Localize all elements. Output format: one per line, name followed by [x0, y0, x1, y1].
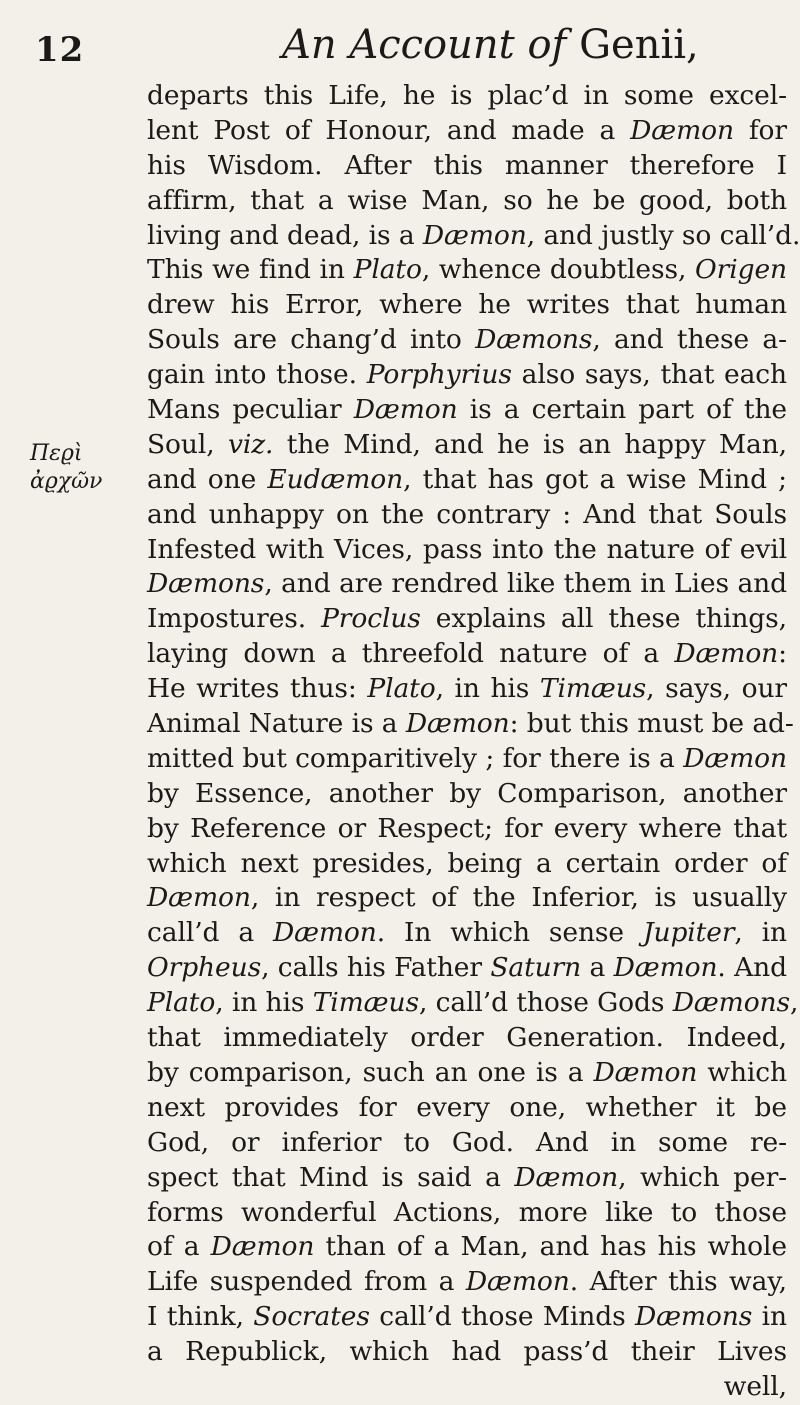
page-number: 12	[35, 30, 85, 70]
text-run: , which per-	[618, 1161, 787, 1193]
text-run: affirm, that a wise Man, so he be good, both	[147, 184, 787, 216]
text-run: spect that Mind is said a	[147, 1161, 515, 1193]
running-title-plain: Genii,	[579, 22, 699, 68]
text-line	[147, 498, 787, 533]
text-line	[147, 358, 787, 393]
text-line	[147, 288, 787, 323]
text-run: Mans peculiar	[147, 394, 354, 426]
text-line	[147, 1265, 787, 1300]
text-line	[147, 672, 787, 707]
italic-run: Dæmon	[514, 1161, 619, 1193]
text-line	[147, 847, 787, 882]
text-run: mitted but comparitively ; for there is a	[147, 742, 684, 774]
text-run: the Mind, and he is an happy Man,	[273, 428, 787, 460]
italic-run: Dæmon	[272, 917, 377, 949]
text-run: which next presides, being a certain order of	[147, 847, 787, 879]
text-line	[147, 463, 787, 498]
text-run: :	[778, 638, 787, 670]
text-run: He writes thus:	[147, 673, 368, 705]
text-run: call’d those Minds	[369, 1301, 635, 1333]
text-run: : but this must be ad-	[509, 708, 794, 740]
text-line	[147, 1126, 787, 1161]
text-line	[147, 533, 787, 568]
text-run: , and these a-	[592, 324, 787, 356]
italic-run: Dæmon	[465, 1266, 570, 1298]
text-run: is a certain part of the	[457, 394, 787, 426]
italic-run: Dæmon	[210, 1231, 315, 1263]
text-line	[147, 1335, 787, 1370]
italic-run: Dæmon	[593, 1056, 698, 1088]
text-run: in	[752, 1301, 787, 1333]
italic-run: Jupiter	[642, 917, 735, 949]
italic-run: Orpheus	[147, 952, 262, 984]
text-run: next provides for every one, whether it be	[147, 1091, 787, 1123]
text-line	[147, 1300, 787, 1335]
text-run: departs this Life, he is plac’d in some excel-	[147, 80, 787, 111]
text-run: This we find in	[147, 254, 354, 286]
italic-run: Dæmon	[613, 952, 718, 984]
text-run: , in his	[215, 987, 313, 1019]
italic-run: viz.	[227, 428, 274, 460]
text-run: living and dead, is a	[147, 219, 423, 251]
italic-run: Dæmon	[630, 114, 734, 146]
text-run: Soul,	[147, 428, 228, 460]
italic-run: Dæmons	[475, 324, 593, 356]
running-title	[282, 22, 699, 68]
italic-run: Dæmon	[422, 219, 527, 251]
text-run: laying down a threefold nature of a	[147, 638, 675, 670]
text-run: by Essence, another by Comparison, another	[147, 777, 787, 809]
text-run: , says, our	[646, 673, 787, 705]
italic-run: Origen	[695, 254, 787, 286]
text-run: , and are rendred like them in Lies and	[264, 568, 787, 600]
italic-run: Timæus	[312, 987, 419, 1019]
running-title-italic: An Account of	[282, 22, 567, 68]
text-line	[147, 1056, 787, 1091]
text-line	[147, 393, 787, 428]
body-text	[147, 79, 800, 1405]
text-line	[147, 1091, 787, 1126]
text-run: Animal Nature is a	[147, 708, 406, 740]
text-run: well,	[723, 1370, 787, 1402]
italic-run: Plato	[147, 987, 216, 1019]
italic-run: Timæus	[539, 673, 647, 705]
text-run: gain into those.	[147, 359, 367, 391]
text-run: , calls his Father	[261, 952, 491, 984]
text-run: Impostures.	[147, 603, 322, 635]
text-run: , whence doubtless,	[421, 254, 696, 286]
margin-note-line: Πεϱὶ	[30, 441, 83, 466]
text-run: call’d a	[147, 917, 273, 949]
text-line	[147, 777, 787, 812]
text-run: forms wonderful Actions, more like to those	[147, 1196, 787, 1228]
text-line	[147, 951, 787, 986]
text-run: and one	[147, 463, 268, 495]
text-run: God, or inferior to God. And in some re-	[147, 1126, 787, 1158]
text-run: Infested with Vices, pass into the nature of evil	[147, 533, 787, 565]
italic-run: Socrates	[253, 1301, 370, 1333]
text-run: also says, that each	[511, 359, 787, 391]
text-run: , call’d those Gods	[418, 987, 673, 1019]
text-line	[147, 986, 799, 1021]
margin-note-line: ἀϱχῶν	[30, 469, 103, 494]
text-run: explains all these things,	[420, 603, 787, 635]
text-run: drew his Error, where he writes that human	[147, 289, 787, 321]
italic-run: Plato	[367, 673, 436, 705]
text-line	[147, 742, 787, 777]
text-line	[147, 323, 787, 358]
text-run: Souls are chang’d into	[147, 324, 476, 356]
text-line	[147, 253, 787, 288]
text-run: by comparison, such an one is a	[147, 1056, 594, 1088]
text-line	[147, 881, 787, 916]
text-line	[147, 149, 787, 184]
text-line	[147, 1196, 787, 1231]
italic-run: Dæmon	[683, 742, 787, 774]
text-line	[147, 812, 787, 847]
text-run: , in his	[435, 673, 540, 705]
text-run: . And	[717, 952, 787, 984]
text-run: , in	[734, 917, 787, 949]
text-run: than of a Man, and has his whole	[314, 1231, 787, 1263]
italic-run: Dæmon	[674, 638, 779, 670]
text-line	[147, 602, 787, 637]
text-line	[147, 567, 787, 602]
text-line	[147, 1021, 787, 1056]
text-run: which	[697, 1056, 787, 1088]
text-run: , and justly so call’d.	[526, 219, 800, 251]
page-header	[0, 14, 800, 74]
italic-run: Dæmon	[147, 882, 251, 914]
italic-run: Dæmons	[672, 987, 791, 1019]
text-run: a Republick, which had pass’d their Lives	[147, 1336, 787, 1368]
text-line	[147, 637, 787, 672]
text-run: for	[733, 114, 787, 146]
text-run: Life suspended from a	[147, 1266, 466, 1298]
text-run: lent Post of Honour, and made a	[147, 114, 631, 146]
text-line	[147, 1230, 787, 1265]
text-run: . In which sense	[376, 917, 643, 949]
text-line	[147, 79, 787, 114]
text-run: a	[581, 952, 614, 984]
text-run: . After this way,	[569, 1266, 787, 1298]
text-run: I think,	[147, 1301, 254, 1333]
italic-run: Dæmons	[634, 1301, 753, 1333]
italic-run: Plato	[353, 254, 422, 286]
text-line	[147, 184, 787, 219]
italic-run: Eudæmon	[267, 463, 404, 495]
text-run: , that has got a wise Mind ;	[403, 463, 787, 495]
text-run: and unhappy on the contrary : And that Souls	[147, 498, 787, 530]
text-run: his Wisdom. After this manner therefore I	[147, 149, 787, 181]
margin-note	[30, 440, 103, 496]
text-line	[147, 114, 787, 149]
text-run: ,	[790, 987, 799, 1019]
text-line	[147, 219, 800, 254]
text-run: of a	[147, 1231, 211, 1263]
text-line	[147, 707, 794, 742]
italic-run: Dæmon	[353, 394, 458, 426]
text-line	[147, 1370, 787, 1405]
text-line	[147, 1161, 787, 1196]
text-run: , in respect of the Inferior, is usually	[250, 882, 787, 914]
italic-run: Dæmon	[405, 708, 510, 740]
italic-run: Porphyrius	[366, 359, 512, 391]
text-line	[147, 916, 787, 951]
italic-run: Proclus	[321, 603, 421, 635]
italic-run: Dæmons	[147, 568, 265, 600]
text-run: by Reference or Respect; for every where that	[147, 812, 787, 844]
text-line	[147, 428, 787, 463]
text-run: that immediately order Generation. Indeed,	[147, 1022, 787, 1054]
italic-run: Saturn	[490, 952, 582, 984]
